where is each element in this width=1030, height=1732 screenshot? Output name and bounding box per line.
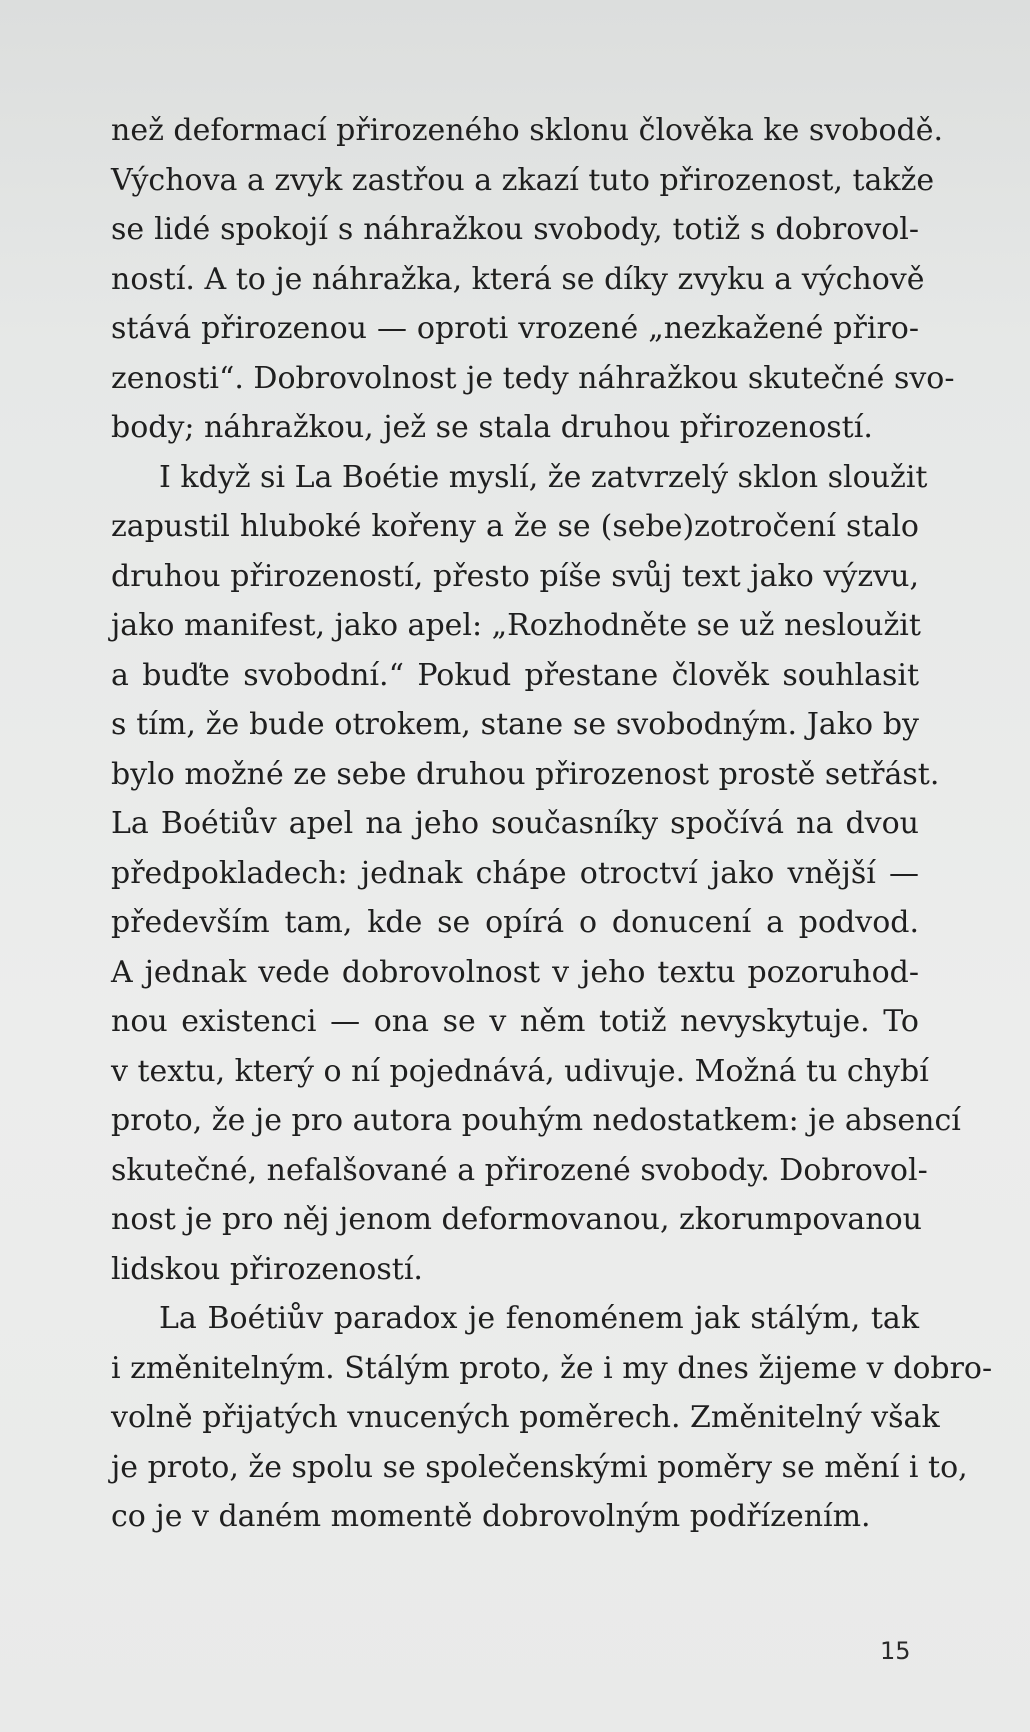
- paragraph-2: [111, 453, 961, 1295]
- text-line: předpokladech: jednak chápe otroctví jako vnější —: [111, 855, 919, 891]
- text-line: A jednak vede dobrovolnost v jeho textu pozoruhod-: [111, 954, 919, 990]
- text-line: nost je pro něj jenom deformovanou, zkorumpovanou: [111, 1202, 922, 1237]
- text-line: Výchova a zvyk zastřou a zkazí tuto přirozenost, takže: [111, 162, 935, 198]
- text-line: body; náhražkou, jež se stala druhou přirozeností.: [111, 410, 873, 445]
- text-line: La Boétiův paradox je fenoménem jak stálým, tak: [159, 1301, 919, 1336]
- text-line: zapustil hluboké kořeny a že se (sebe)zotročení stalo: [111, 509, 919, 544]
- text-line: i změnitelným. Stálým proto, že i my dnes žijeme v dobro-: [111, 1350, 993, 1386]
- text-line: La Boétiův apel na jeho současníky spočívá na dvou: [111, 806, 919, 841]
- body-text: [111, 106, 993, 1542]
- text-line: zenosti“. Dobrovolnost je tedy náhražkou skutečné svo-: [111, 360, 955, 396]
- text-line: především tam, kde se opírá o donucení a podvod.: [111, 905, 919, 940]
- text-line: než deformací přirozeného sklonu člověka ke svobodě.: [111, 113, 944, 148]
- text-line: bylo možné ze sebe druhou přirozenost prostě setřást.: [111, 756, 940, 792]
- text-line: se lidé spokojí s náhražkou svobody, totiž s dobrovol-: [111, 212, 919, 247]
- text-line: volně přijatých vnucených poměrech. Změnitelný však: [111, 1400, 940, 1435]
- text-line: jako manifest, jako apel: „Rozhodněte se už nesloužit: [111, 608, 921, 643]
- text-line: lidskou přirozeností.: [111, 1251, 423, 1287]
- text-line: a buďte svobodní.“ Pokud přestane člověk souhlasit: [111, 657, 919, 693]
- text-line: je proto, že spolu se společenskými poměry se mění i to,: [111, 1449, 968, 1485]
- paragraph-3: [111, 1294, 993, 1542]
- page-number: 15: [880, 1637, 911, 1665]
- text-line: nou existenci — ona se v něm totiž nevyskytuje. To: [111, 1004, 919, 1039]
- text-line: stává přirozenou — oproti vrozené „nezkažené přiro-: [111, 311, 919, 346]
- text-line: druhou přirozeností, přesto píše svůj text jako výzvu,: [111, 558, 919, 594]
- text-line: ností. A to je náhražka, která se díky zvyku a výchově: [111, 261, 925, 297]
- paragraph-1: [111, 106, 955, 453]
- text-line: co je v daném momentě dobrovolným podřízením.: [111, 1499, 871, 1534]
- text-line: proto, že je pro autora pouhým nedostatkem: je absencí: [111, 1103, 961, 1138]
- text-line: s tím, že bude otrokem, stane se svobodným. Jako by: [111, 707, 919, 742]
- text-line: skutečné, nefalšované a přirozené svobody. Dobrovol-: [111, 1152, 928, 1188]
- text-line: v textu, který o ní pojednává, udivuje. Možná tu chybí: [111, 1053, 929, 1089]
- text-line: I když si La Boétie myslí, že zatvrzelý sklon sloužit: [159, 459, 928, 495]
